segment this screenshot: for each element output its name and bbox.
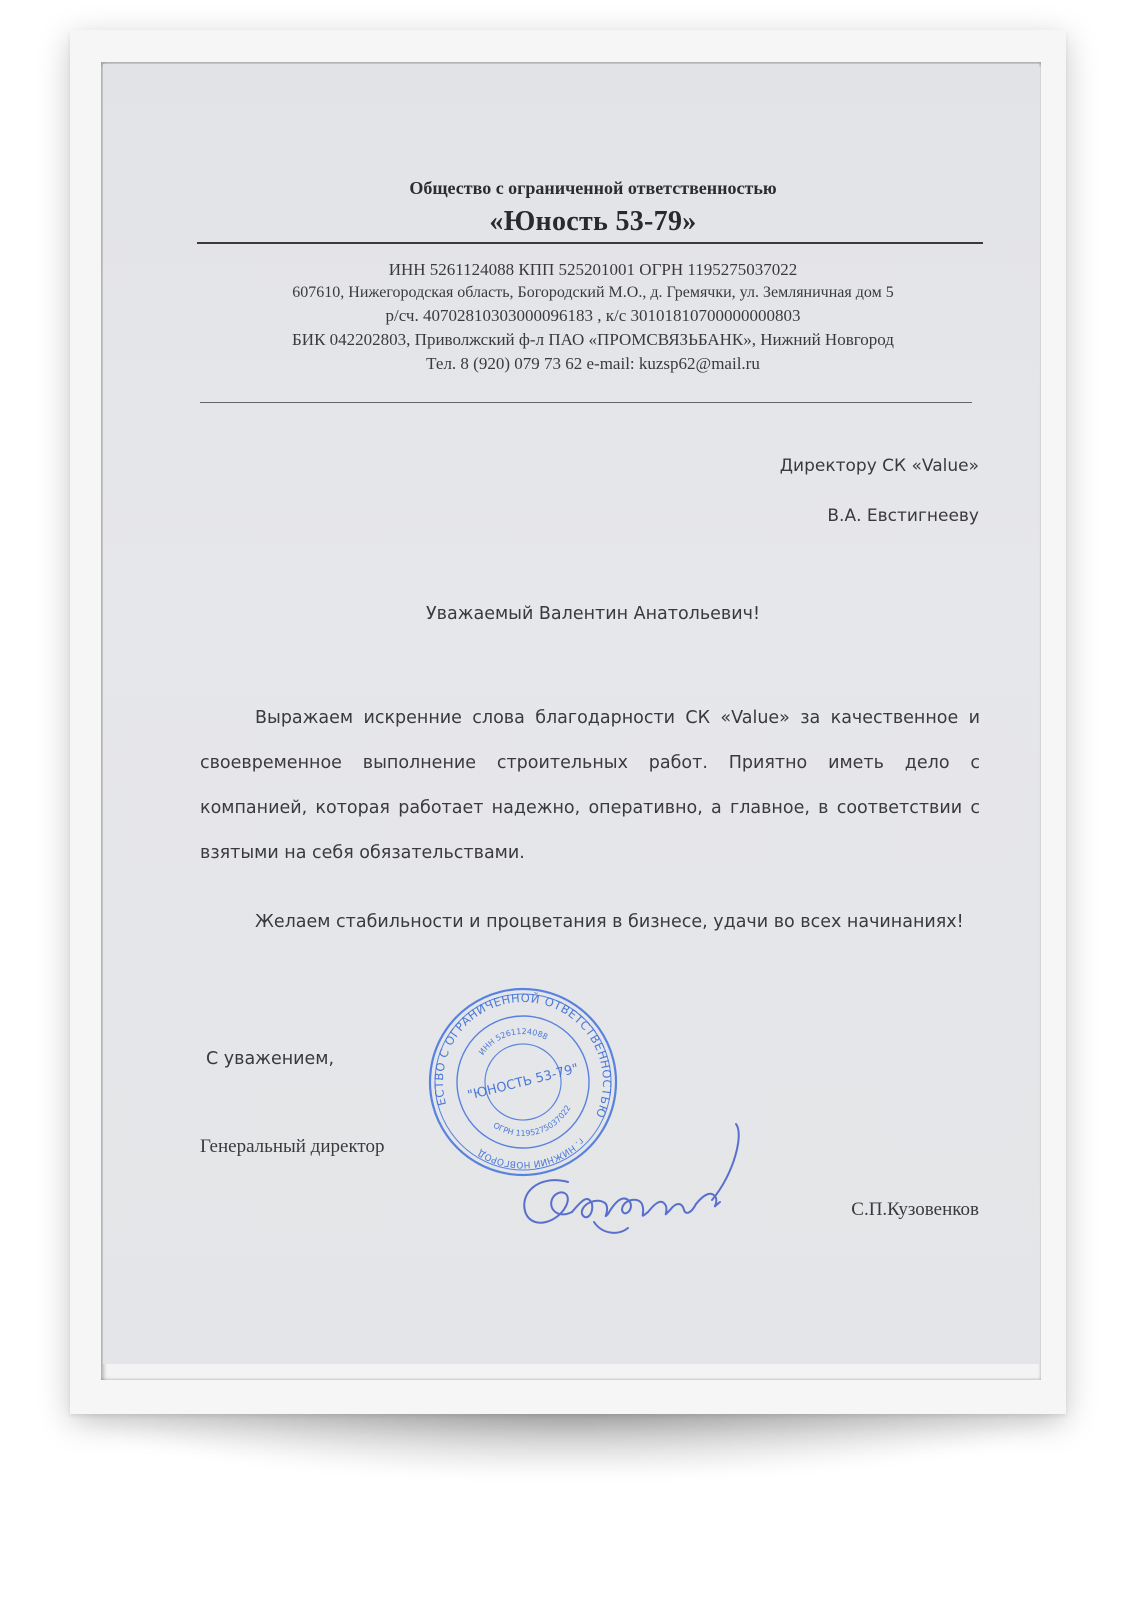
body-paragraph-2: Желаем стабильности и процветания в бизнесе, удачи во всех начинаниях! [255, 912, 964, 932]
requisites-line-bank: БИК 042202803, Приволжский ф-л ПАО «ПРОМСВЯЗЬБАНК», Нижний Новгород [292, 330, 894, 349]
stamp-company-name: "ЮНОСТЬ 53-79" [466, 1061, 581, 1104]
header-rule-top [197, 242, 983, 244]
closing-regards: С уважением, [206, 1049, 335, 1069]
greeting: Уважаемый Валентин Анатольевич! [426, 604, 760, 624]
body-paragraph-1: Выражаем искренние слова благодарности СК «Value» за качественное и своевременное выполнение строительных работ. Приятно иметь дело с компанией, которая работает надежно, оперативно, а главное, в соответствии с взятыми на себя обязательствами. [200, 708, 980, 863]
stamp-outer-text: ОБЩЕСТВО С ОГРАНИЧЕННОЙ ОТВЕТСТВЕННОСТЬЮ [431, 990, 615, 1121]
requisites-line-account: р/сч. 40702810303000096183 , к/с 30101810700000000803 [385, 306, 801, 325]
handwritten-signature [498, 1104, 758, 1244]
picture-frame [70, 30, 1066, 1414]
stamp-city: г. НИЖНИЙ НОВГОРОД [476, 1135, 586, 1170]
addressee-position: Директору СК «Value» [779, 456, 979, 476]
requisites-line-address: 607610, Нижегородская область, Богородский М.О., д. Гремячки, ул. Земляничная дом 5 [292, 284, 894, 301]
signer-position: Генеральный директор [200, 1136, 385, 1157]
requisites-line-contacts: Тел. 8 (920) 079 73 62 e-mail: kuzsp62@mail.ru [426, 354, 760, 373]
org-name: «Юность 53-79» [489, 206, 697, 237]
signer-name: С.П.Кузовенков [851, 1199, 979, 1220]
frame-mat [101, 62, 1041, 1380]
letter-paper [103, 64, 1039, 1364]
stamp-ogrn: ОГРН 1195275037022 [491, 1103, 573, 1139]
stamp-inn: ИНН 5261124088 [477, 1026, 550, 1057]
header-rule-bottom [200, 402, 972, 403]
org-type: Общество с ограниченной ответственностью [409, 178, 777, 198]
requisites-line-ids: ИНН 5261124088 КПП 525201001 ОГРН 1195275037022 [388, 260, 798, 279]
addressee-name: В.А. Евстигнееву [827, 506, 979, 526]
